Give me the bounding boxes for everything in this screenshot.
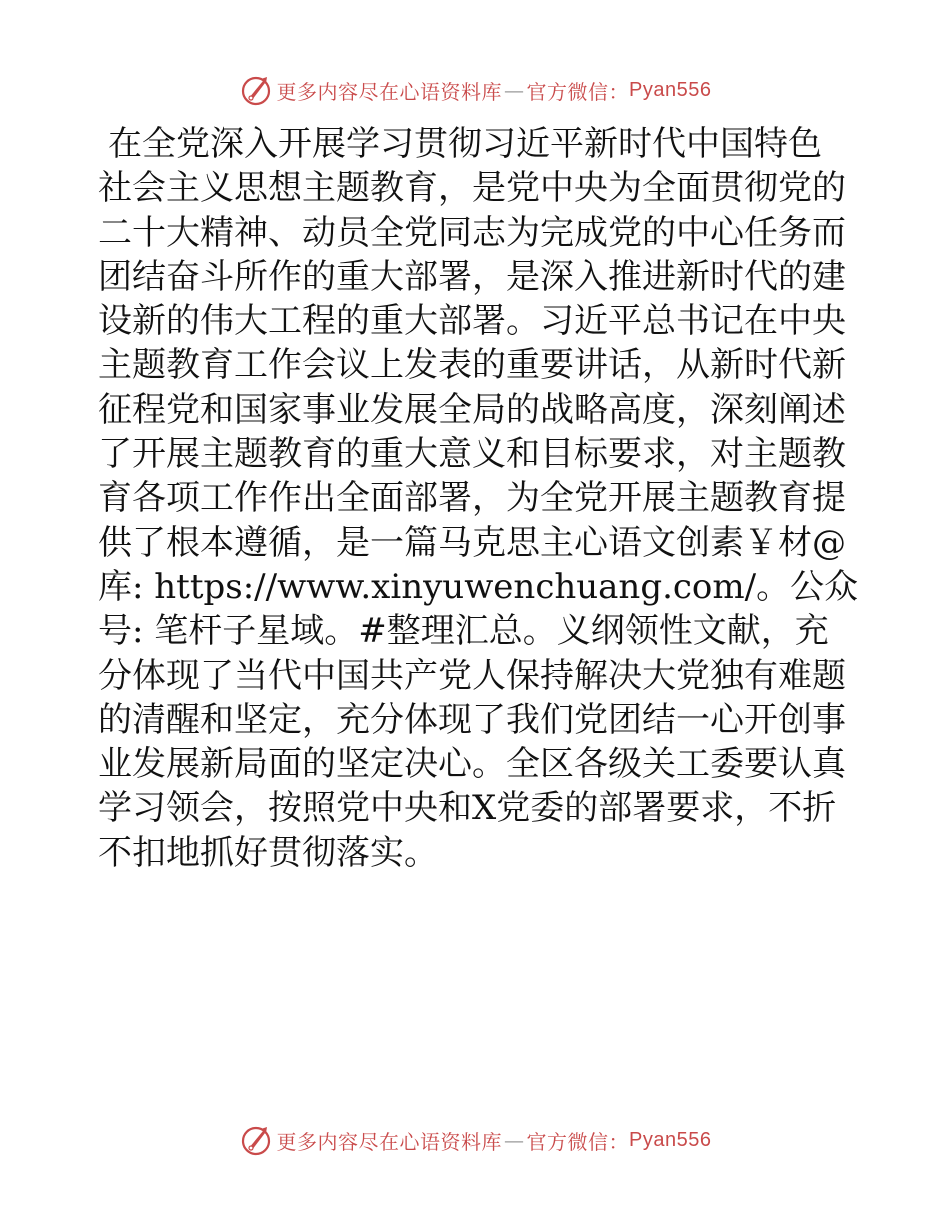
watermark-wechat-label: 官方微信：	[526, 1129, 630, 1154]
document-body	[98, 122, 858, 875]
quill-circle-icon	[239, 73, 273, 107]
body-line: 主题教育工作会议上发表的重要讲话，从新时代新	[98, 345, 846, 386]
footer-watermark	[0, 1120, 950, 1160]
body-line: 分体现了当代中国共产党人保持解决大党独有难题	[98, 655, 846, 696]
body-line: 业发展新局面的坚定决心。全区各级关工委要认真	[98, 744, 846, 785]
body-line: 了开展主题教育的重大意义和目标要求，对主题教	[98, 434, 846, 475]
watermark-brand-text: 更多内容尽在心语资料库	[276, 1129, 503, 1154]
header-watermark	[0, 70, 950, 110]
body-line: 的清醒和坚定，充分体现了我们党团结一心开创事	[98, 699, 846, 740]
quill-circle-icon	[239, 1123, 273, 1157]
body-line: 社会主义思想主题教育，是党中央为全面贯彻党的	[98, 168, 846, 209]
body-line: 不扣地抓好贯彻落实。	[98, 832, 438, 873]
body-line: 设新的伟大工程的重大部署。习近平总书记在中央	[98, 301, 846, 342]
watermark-wechat-id: Pyan556	[629, 1128, 712, 1151]
body-line-url: 库: https://www.xinyuwenchuang.com/。公众	[98, 566, 859, 607]
watermark-separator: —	[504, 78, 525, 102]
watermark-brand-text: 更多内容尽在心语资料库	[276, 79, 503, 104]
body-line: 二十大精神、动员全党同志为完成党的中心任务而	[98, 212, 846, 253]
watermark-wechat-id: Pyan556	[629, 78, 712, 101]
body-line: 团结奋斗所作的重大部署，是深入推进新时代的建	[98, 256, 846, 297]
body-line: 育各项工作作出全面部署，为全党开展主题教育提	[98, 478, 846, 519]
body-line: 供了根本遵循，是一篇马克思主心语文创素￥材@	[98, 522, 846, 563]
body-line: 学习领会，按照党中央和X党委的部署要求，不折	[98, 788, 837, 829]
body-line: 号: 笔杆子星域。#整理汇总。义纲领性文献，充	[98, 611, 829, 652]
watermark-separator: —	[504, 1128, 525, 1152]
watermark-wechat-label: 官方微信：	[526, 79, 630, 104]
body-line: 在全党深入开展学习贯彻习近平新时代中国特色	[108, 124, 822, 164]
body-line: 征程党和国家事业发展全局的战略高度，深刻阐述	[98, 389, 846, 430]
